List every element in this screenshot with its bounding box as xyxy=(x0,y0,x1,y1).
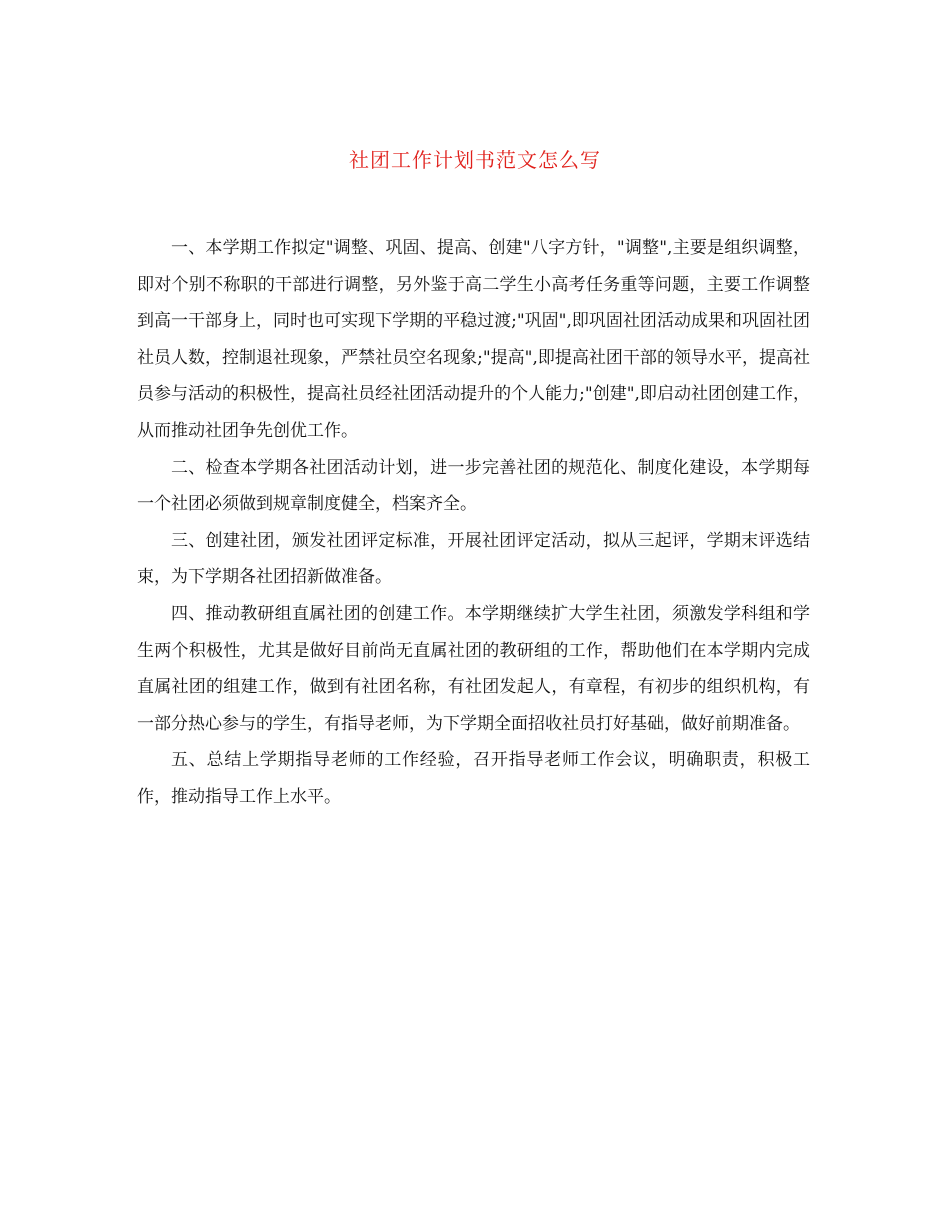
paragraph-1: 一、本学期工作拟定"调整、巩固、提高、创建"八字方针，"调整",主要是组织调整，即对个别不称职的干部进行调整，另外鉴于高二学生小高考任务重等问题，主要工作调整到高一干部身上，同时也可实现下学期的平稳过渡;"巩固",即巩固社团活动成果和巩固社团社员人数，控制退社现象，严禁社员空名现象;"提高",即提高社团干部的领导水平，提高社员参与活动的积极性，提高社员经社团活动提升的个人能力;"创建",即启动社团创建工作，从而推动社团争先创优工作。 xyxy=(137,238,810,441)
paragraph-2: 二、检查本学期各社团活动计划，进一步完善社团的规范化、制度化建设，本学期每一个社团必须做到规章制度健全，档案齐全。 xyxy=(137,457,810,515)
paragraph-4: 四、推动教研组直属社团的创建工作。本学期继续扩大学生社团，须激发学科组和学生两个积极性，尤其是做好目前尚无直属社团的教研组的工作，帮助他们在本学期内完成直属社团的组建工作，做到有社团名称，有社团发起人，有章程，有初步的组织机构，有一部分热心参与的学生，有指导老师，为下学期全面招收社员打好基础，做好前期准备。 xyxy=(137,603,810,734)
document-body xyxy=(137,230,810,816)
paragraph-3: 三、创建社团，颁发社团评定标准，开展社团评定活动，拟从三起评，学期末评选结束，为下学期各社团招新做准备。 xyxy=(137,530,810,588)
document-title: 社团工作计划书范文怎么写 xyxy=(349,148,601,172)
paragraph-5: 五、总结上学期指导老师的工作经验，召开指导老师工作会议，明确职责，积极工作，推动指导工作上水平。 xyxy=(137,750,810,807)
